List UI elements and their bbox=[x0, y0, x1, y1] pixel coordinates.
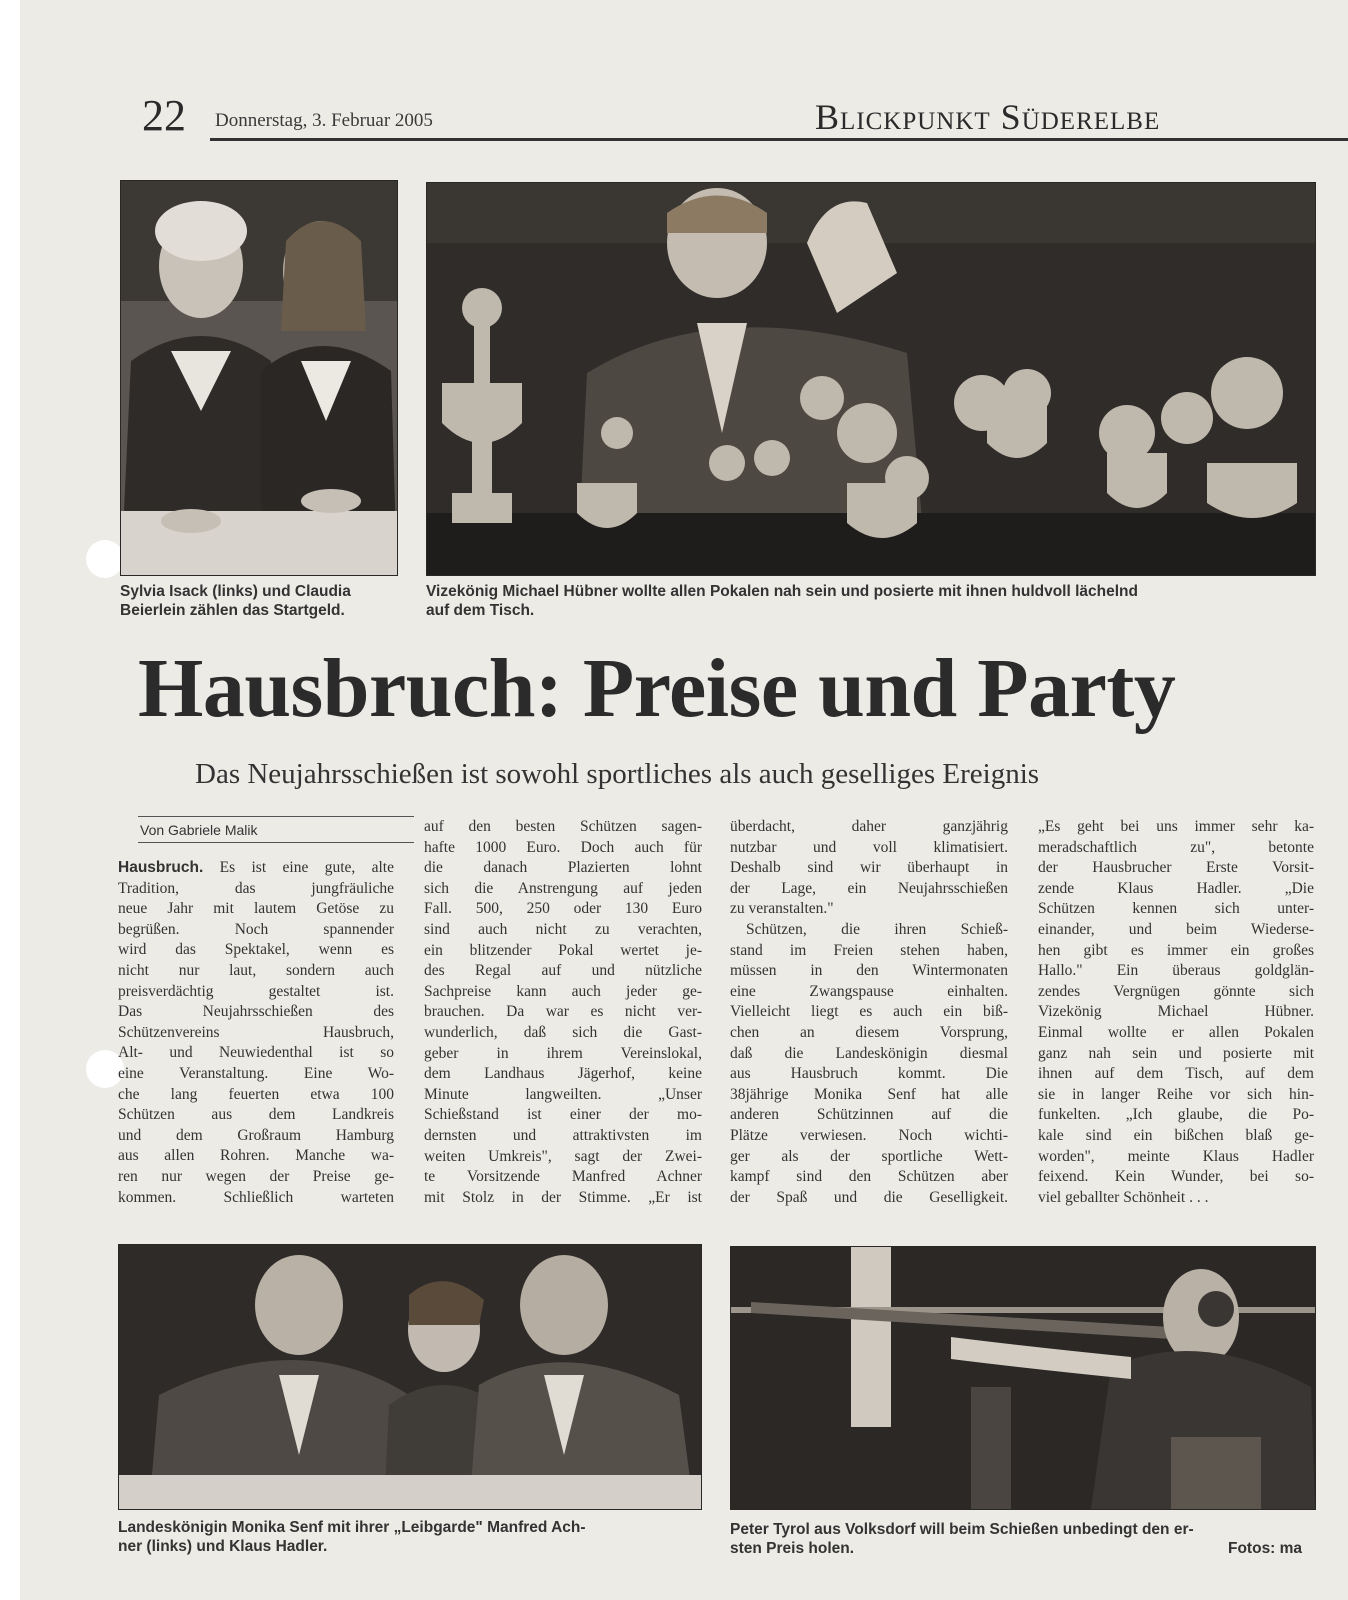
body-line: Alt- und Neuwiedenthal ist so bbox=[118, 1044, 394, 1062]
caption-line: ner (links) und Klaus Hadler. bbox=[118, 1538, 328, 1555]
body-line: aus allen Rohren. Manche wa- bbox=[118, 1147, 394, 1165]
body-line: Tradition, das jungfräuliche bbox=[118, 879, 394, 897]
body-line: Deshalb sind wir überhaupt in bbox=[730, 859, 1008, 877]
article-column-3 bbox=[730, 817, 1008, 1208]
article-column-1 bbox=[118, 858, 394, 1208]
headline: Hausbruch: Preise und Party bbox=[138, 642, 1176, 735]
photo-shooter bbox=[730, 1246, 1316, 1510]
body-line: funkelten. „Ich glaube, die Po- bbox=[1038, 1106, 1314, 1124]
body-line: stand im Freien stehen haben, bbox=[730, 941, 1008, 959]
body-line: Einmal wollte er allen Pokalen bbox=[1038, 1023, 1314, 1041]
body-line: che lang feuerten etwa 100 bbox=[118, 1085, 394, 1103]
byline-rule bbox=[138, 842, 414, 843]
body-line: dernsten und attraktivsten im bbox=[424, 1126, 702, 1144]
body-line: aus Hausbruch kommt. Die bbox=[730, 1065, 1008, 1083]
caption-photo3 bbox=[118, 1518, 718, 1556]
body-line bbox=[118, 858, 394, 879]
body-line: sich die Anstrengung auf jeden bbox=[424, 879, 702, 897]
body-line: kampf sind den Schützen aber bbox=[730, 1168, 1008, 1186]
body-line: Schützen, die ihren Schieß- bbox=[746, 920, 1008, 938]
body-line: daß die Landeskönigin diesmal bbox=[730, 1044, 1008, 1062]
body-line: kommen. Schließlich warteten bbox=[118, 1188, 394, 1206]
body-line: sind auch nicht zu verachten, bbox=[424, 920, 702, 938]
body-line: Minute langweilten. „Unser bbox=[424, 1085, 702, 1103]
body-line: müssen in den Wintermonaten bbox=[730, 962, 1008, 980]
body-line: kale sind ein bißchen blaß ge- bbox=[1038, 1126, 1314, 1144]
caption-photo1 bbox=[120, 582, 410, 620]
body-line: viel geballter Schönheit . . . bbox=[1038, 1188, 1209, 1206]
body-line: Sachpreise kann auch jeder ge- bbox=[424, 982, 702, 1000]
body-line: chen an diesem Vorsprung, bbox=[730, 1023, 1008, 1041]
newspaper-clipping bbox=[20, 0, 1348, 1600]
caption-line: sten Preis holen. bbox=[730, 1540, 855, 1557]
body-line: geber in ihrem Vereinslokal, bbox=[424, 1044, 702, 1062]
header-rule bbox=[210, 138, 1348, 141]
body-line: eine Veranstaltung. Eine Wo- bbox=[118, 1064, 394, 1082]
caption-line: Beierlein zählen das Startgeld. bbox=[120, 602, 345, 619]
page-number: 22 bbox=[142, 91, 186, 140]
caption-line: Peter Tyrol aus Volksdorf will beim Schießen unbedingt den er- bbox=[730, 1521, 1194, 1538]
body-line: einander, und beim Wiederse- bbox=[1038, 920, 1314, 938]
body-line: Schützen kennen sich unter- bbox=[1038, 900, 1314, 918]
body-line: worden", meinte Klaus Hadler bbox=[1038, 1147, 1314, 1165]
subheadline: Das Neujahrsschießen ist sowohl sportliches als auch geselliges Ereignis bbox=[195, 758, 1040, 790]
body-line: Hallo." Ein überaus goldglän- bbox=[1038, 962, 1314, 980]
body-line: neue Jahr mit lautem Getöse zu bbox=[118, 900, 394, 918]
body-line: Vielleicht liegt es auch ein biß- bbox=[730, 1003, 1008, 1021]
caption-line: Sylvia Isack (links) und Claudia bbox=[120, 583, 351, 600]
caption-photo2 bbox=[426, 582, 1326, 620]
photo-landeskoenigin-and-guards bbox=[118, 1244, 702, 1510]
body-line: sie in langer Reihe vor sich hin- bbox=[1038, 1085, 1314, 1103]
body-line: der Lage, ein Neujahrsschießen bbox=[730, 879, 1008, 897]
body-line: te Vorsitzende Manfred Achner bbox=[424, 1168, 702, 1186]
body-line: zu veranstalten." bbox=[730, 900, 834, 918]
body-line: der Hausbrucher Erste Vorsit- bbox=[1038, 859, 1314, 877]
byline: Von Gabriele Malik bbox=[140, 822, 258, 838]
body-line: anderen Schützinnen auf die bbox=[730, 1106, 1008, 1124]
body-line: meradschaftlich zu", betonte bbox=[1038, 838, 1314, 856]
body-line: zendes Vergnügen gönnte sich bbox=[1038, 982, 1314, 1000]
body-line: des Regal auf und nützliche bbox=[424, 962, 702, 980]
punch-hole bbox=[86, 540, 124, 578]
caption-line: Vizekönig Michael Hübner wollte allen Pokalen nah sein und posierte mit ihnen huldvoll lächelnd bbox=[426, 583, 1138, 600]
body-line: Schützen aus dem Landkreis bbox=[118, 1106, 394, 1124]
body-line: begrüßen. Noch spannender bbox=[118, 920, 394, 938]
lead-word: Hausbruch. bbox=[118, 859, 204, 876]
body-line: weiten Umkreis", sagt der Zwei- bbox=[424, 1147, 702, 1165]
body-line: der Spaß und die Geselligkeit. bbox=[730, 1188, 1008, 1206]
body-line: und dem Großraum Hamburg bbox=[118, 1126, 394, 1144]
article-column-2 bbox=[424, 817, 702, 1208]
body-line: ihnen auf dem Tisch, auf dem bbox=[1038, 1065, 1314, 1083]
photo-two-women bbox=[120, 180, 398, 576]
article-column-4 bbox=[1038, 817, 1314, 1208]
caption-line: Landeskönigin Monika Senf mit ihrer „Leibgarde" Manfred Ach- bbox=[118, 1519, 586, 1536]
body-line: die danach Plazierten lohnt bbox=[424, 859, 702, 877]
body-line: Das Neujahrsschießen des bbox=[118, 1003, 394, 1021]
body-line: Fall. 500, 250 oder 130 Euro bbox=[424, 900, 702, 918]
body-line: Schützenvereins Hausbruch, bbox=[118, 1023, 394, 1041]
body-line: wird das Spektakel, wenn es bbox=[118, 941, 394, 959]
photo-vice-king-trophies bbox=[426, 182, 1316, 576]
body-line: preisverdächtig gestaltet ist. bbox=[118, 982, 394, 1000]
body-line: dem Landhaus Jägerhof, keine bbox=[424, 1065, 702, 1083]
body-line: ren nur wegen der Preise ge- bbox=[118, 1167, 394, 1185]
body-text: Es ist eine gute, alte bbox=[203, 859, 394, 876]
body-line: wunderlich, daß sich die Gast- bbox=[424, 1023, 702, 1041]
masthead: Blickpunkt Süderelbe bbox=[815, 97, 1161, 137]
body-line: feixend. Kein Wunder, bei so- bbox=[1038, 1168, 1314, 1186]
caption-line: auf dem Tisch. bbox=[426, 602, 535, 619]
byline-rule bbox=[138, 816, 414, 817]
body-line: hen gibt es immer ein großes bbox=[1038, 941, 1314, 959]
photo-credit: Fotos: ma bbox=[1228, 1540, 1303, 1557]
body-line: auf den besten Schützen sagen- bbox=[424, 818, 702, 835]
body-line: ein blitzender Pokal wertet je- bbox=[424, 941, 702, 959]
body-line: Vizekönig Michael Hübner. bbox=[1038, 1003, 1314, 1021]
body-line: ganz nah sein und posierte mit bbox=[1038, 1044, 1314, 1062]
body-line: hafte 1000 Euro. Doch auch für bbox=[424, 838, 702, 856]
body-line: eine Zwangspause einhalten. bbox=[730, 982, 1008, 1000]
body-line: nicht nur laut, sondern auch bbox=[118, 961, 394, 979]
body-line: ger als der sportliche Wett- bbox=[730, 1147, 1008, 1165]
body-line: „Es geht bei uns immer sehr ka- bbox=[1038, 818, 1314, 835]
body-line: mit Stolz in der Stimme. „Er ist bbox=[424, 1188, 702, 1206]
body-line: zende Klaus Hadler. „Die bbox=[1038, 879, 1314, 897]
body-line: brauchen. Da war es nicht ver- bbox=[424, 1003, 702, 1021]
body-line: 38jährige Monika Senf hat alle bbox=[730, 1085, 1008, 1103]
body-line: überdacht, daher ganzjährig bbox=[730, 818, 1008, 835]
issue-date: Donnerstag, 3. Februar 2005 bbox=[215, 110, 433, 131]
body-line: nutzbar und voll klimatisiert. bbox=[730, 838, 1008, 856]
body-line: Schießstand ist einer der mo- bbox=[424, 1106, 702, 1124]
body-line: Plätze verwiesen. Noch wichti- bbox=[730, 1126, 1008, 1144]
